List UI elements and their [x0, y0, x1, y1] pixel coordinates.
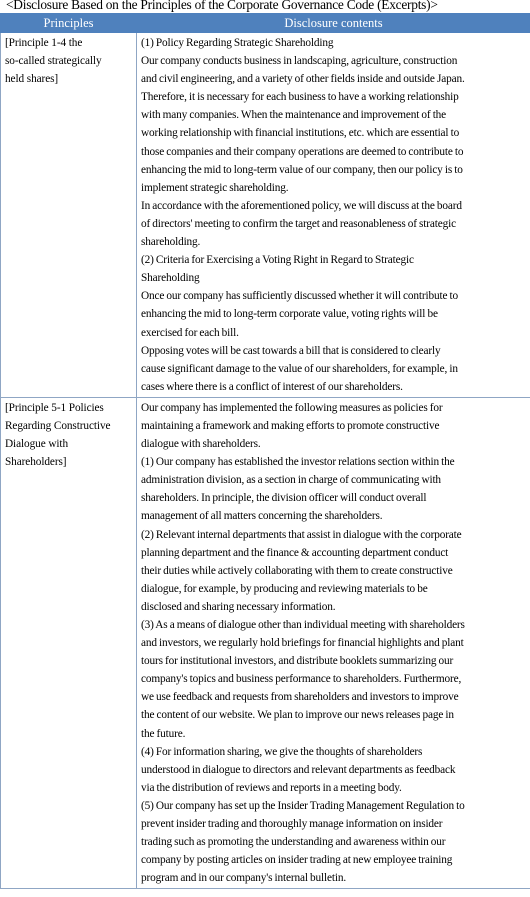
content-line: enhancing the mid to long-term value of our company, then our policy is to [141, 163, 463, 176]
content-line: In accordance with the aforementioned policy, we will discuss at the board [141, 199, 462, 212]
table-row [1, 397, 530, 889]
disclosure-cell [137, 33, 530, 398]
content-line: Shareholding [141, 272, 200, 285]
content-line: prevent insider trading and thoroughly manage information on insider [141, 818, 443, 831]
content-line: working relationship with financial institutions, etc. which are essential to [141, 127, 460, 140]
governance-disclosure-table [0, 13, 530, 889]
content-line: exercised for each bill. [141, 326, 239, 339]
principle-line: so-called strategically [5, 55, 102, 68]
content-line: planning department and the finance & accounting department conduct [141, 546, 449, 559]
content-line: dialogue with shareholders. [141, 438, 261, 451]
content-line: (1) Our company has established the investor relations section within the [141, 456, 455, 469]
content-line: with many companies. When the maintenance and improvement of the [141, 109, 447, 122]
content-line: the future. [141, 727, 186, 740]
content-line: disclosed and sharing necessary information. [141, 600, 336, 613]
content-line: (5) Our company has set up the Insider Trading Management Regulation to [141, 799, 465, 812]
content-line: (4) For information sharing, we give the thoughts of shareholders [141, 745, 423, 758]
content-line: (1) Policy Regarding Strategic Shareholding [141, 37, 334, 49]
content-line: those companies and their company operations are deemed to contribute to [141, 145, 464, 158]
content-line: (2) Criteria for Exercising a Voting Right in Regard to Strategic [141, 254, 414, 267]
content-line: Once our company has sufficiently discussed whether it will contribute to [141, 290, 459, 303]
content-line: management of all matters concerning the shareholders. [141, 510, 383, 523]
table-row [1, 33, 530, 398]
document-caption: <Disclosure Based on the Principles of the Corporate Governance Code (Excerpts)> [6, 0, 438, 12]
content-line: program and in our company's internal bulletin. [141, 872, 347, 885]
principle-line: held shares] [5, 73, 59, 86]
content-line: Opposing votes will be cast towards a bill that is considered to clearly [141, 344, 441, 357]
content-line: company's topics and business performance to shareholders. Furthermore, [141, 673, 462, 686]
principle-line: Shareholders] [5, 456, 67, 469]
content-line: understood in dialogue to directors and relevant departments as feedback [141, 763, 456, 776]
disclosure-cell [137, 397, 530, 889]
disclosure-contents-header: Disclosure contents [137, 14, 530, 33]
content-line: the content of our website. We plan to improve our news releases page in [141, 709, 454, 722]
content-line: maintaining a framework and making efforts to promote constructive [141, 419, 440, 432]
principle-cell [1, 397, 137, 889]
content-line: we use feedback and requests from shareholders and investors to improve [141, 691, 459, 704]
principle-line: [Principle 1-4 the [5, 37, 83, 49]
content-line: Our company conducts business in landscaping, agriculture, construction [141, 55, 458, 68]
principle-line: Dialogue with [5, 438, 69, 451]
content-line: and investors, we regularly hold briefings for financial highlights and plant [141, 637, 464, 650]
content-line: of directors' meeting to confirm the target and reasonableness of strategic [141, 217, 456, 230]
content-line: company by posting articles on insider trading at new employee training [141, 854, 453, 867]
content-line: via the distribution of reviews and reports in a meeting body. [141, 781, 402, 794]
content-line: their duties while actively collaborating with them to create constructive [141, 564, 453, 577]
content-line: and civil engineering, and a variety of other fields inside and outside Japan. [141, 73, 465, 86]
content-line: dialogue, for example, by producing and reviewing materials to be [141, 582, 428, 595]
content-line: Our company has implemented the following measures as policies for [141, 401, 443, 414]
principle-line: Regarding Constructive [5, 419, 111, 432]
content-line: enhancing the mid to long-term corporate value, voting rights will be [141, 308, 438, 321]
content-line: Therefore, it is necessary for each business to have a working relationship [141, 91, 459, 104]
content-line: (2) Relevant internal departments that assist in dialogue with the corporate [141, 528, 462, 541]
content-line: trading such as promoting the understanding and awareness within our [141, 836, 446, 849]
content-line: cause significant damage to the value of our shareholders, for example, in [141, 362, 458, 375]
table-header-row [1, 14, 530, 33]
content-line: implement strategic shareholding. [141, 181, 289, 194]
content-line: administration division, as a section in charge of communicating with [141, 474, 441, 487]
content-line: shareholders. In principle, the division officer will conduct overall [141, 492, 427, 505]
content-line: cases where there is a conflict of interest of our shareholders. [141, 380, 403, 393]
principle-cell [1, 33, 137, 398]
principle-line: [Principle 5-1 Policies [5, 401, 104, 414]
principles-header: Principles [1, 14, 137, 33]
content-line: tours for institutional investors, and distribute booklets summarizing our [141, 655, 454, 668]
content-line: shareholding. [141, 236, 201, 249]
content-line: (3) As a means of dialogue other than individual meeting with shareholders [141, 619, 465, 631]
